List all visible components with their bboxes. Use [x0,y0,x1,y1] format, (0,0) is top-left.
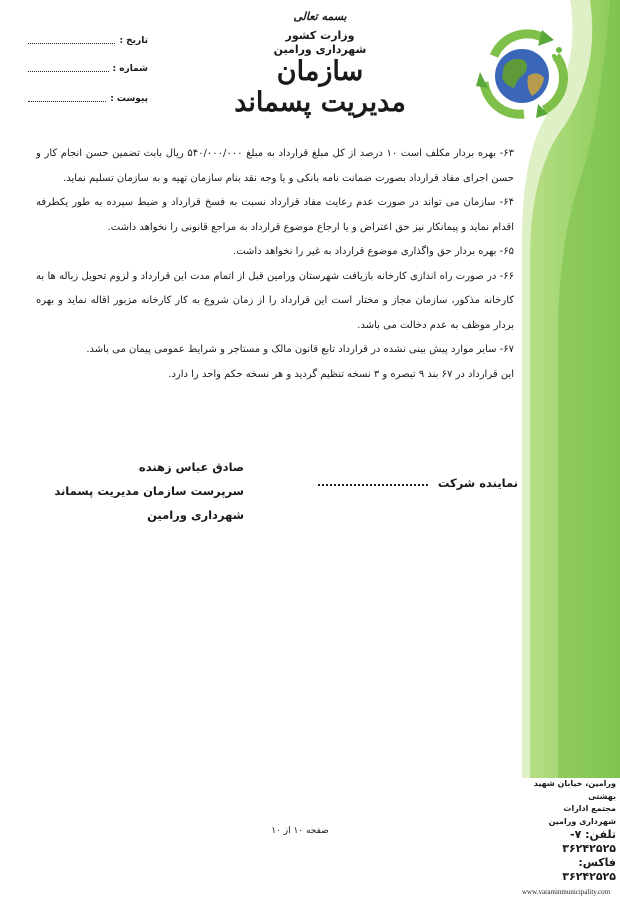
phone-number: تلفن: ۷- ۳۶۲۴۲۵۲۵ [562,828,616,855]
clause-67: ۶۷- سایر موارد پیش بینی نشده در قرارداد تابع قانون مالک و مستاجر و شرایط عمومی پیمان می باشد. [86,344,514,355]
clause-63: ۶۳- بهره بردار مکلف است ۱۰ درصد از کل مبلغ قرارداد به مبلغ ۵۴۰/۰۰۰/۰۰۰ ریال بابت تضمین حسن انجام کار و حسن اجرای مفاد قرارداد بصورت ضمانت نامه بانکی و یا وجه نقد بنام سازمان تهیه و به سازمان تسلیم نماید. [36,148,514,184]
company-rep-label: نماینده شرکت [437,476,518,490]
signatory-org: شهرداری ورامین [147,508,244,522]
address-line-3: شهرداری ورامین [548,816,616,826]
contract-clauses [36,142,514,387]
website-link[interactable]: www.varaminmunicipality.com [522,888,611,896]
contact-footer [522,778,620,899]
closing-statement: این قرارداد در ۶۷ بند ۹ تبصره و ۳ نسخه تنظیم گردید و هر نسخه حکم واحد را دارد. [168,368,514,380]
ministry-name: وزارت کشور [285,29,355,42]
date-dots [28,43,115,44]
municipality-name: شهرداری ورامین [273,43,367,56]
signatory-title: سرپرست سازمان مدیریت پسماند [54,484,244,498]
fax-number: فاکس: ۳۶۲۴۲۵۲۵ [562,856,616,883]
address-line-2: مجتمع ادارات [563,804,616,813]
signatory-name: صادق عباس زهنده [138,460,244,474]
date-field [28,36,148,46]
date-label: تاریخ : [119,36,148,46]
letterhead [230,8,410,118]
clause-64: ۶۴- سازمان می تواند در صورت عدم رعایت مفاد قرارداد نسبت به فسخ قرارداد و ضبط سپرده به طور یکطرفه اقدام نماید و پیمانکار نیز حق اعتراض و یا ارجاع موضوع قرارداد به مراجع قانونی را نخواهد داشت. [36,197,514,233]
clause-65: ۶۵- بهره بردار حق واگذاری موضوع قرارداد به غیر را نخواهد داشت. [233,246,514,257]
attachment-field [28,94,148,104]
green-side-decoration [510,0,620,877]
number-dots [28,71,109,72]
attachment-label: پیوست : [110,94,148,104]
attachment-dots [28,101,106,102]
page-number: صفحه ۱۰ از ۱۰ [271,826,329,836]
clause-66: ۶۶- در صورت راه اندازی کارخانه بازیافت شهرستان ورامین قبل از اتمام مدت این قرارداد و لزوم تحویل زباله ها به کارخانه مذکور، سازمان مجاز و مختار است این قرارداد را از زمان شروع به کار کارخانه مزبور اقاله نماید و بهره بردار موظف به عدم دخالت می باشد. [36,270,514,331]
basmala: بسمه تعالی [293,10,347,23]
signatory-block [44,455,244,527]
recycle-globe-logo [474,26,572,120]
address-line-1: ورامین، خیابان شهید بهشتی [533,779,616,801]
company-rep-dots [318,484,428,486]
organization-name: سازمان مدیریت پسماند [234,56,406,118]
number-label: شماره : [112,64,148,74]
company-representative [318,476,518,490]
number-field [28,64,148,74]
